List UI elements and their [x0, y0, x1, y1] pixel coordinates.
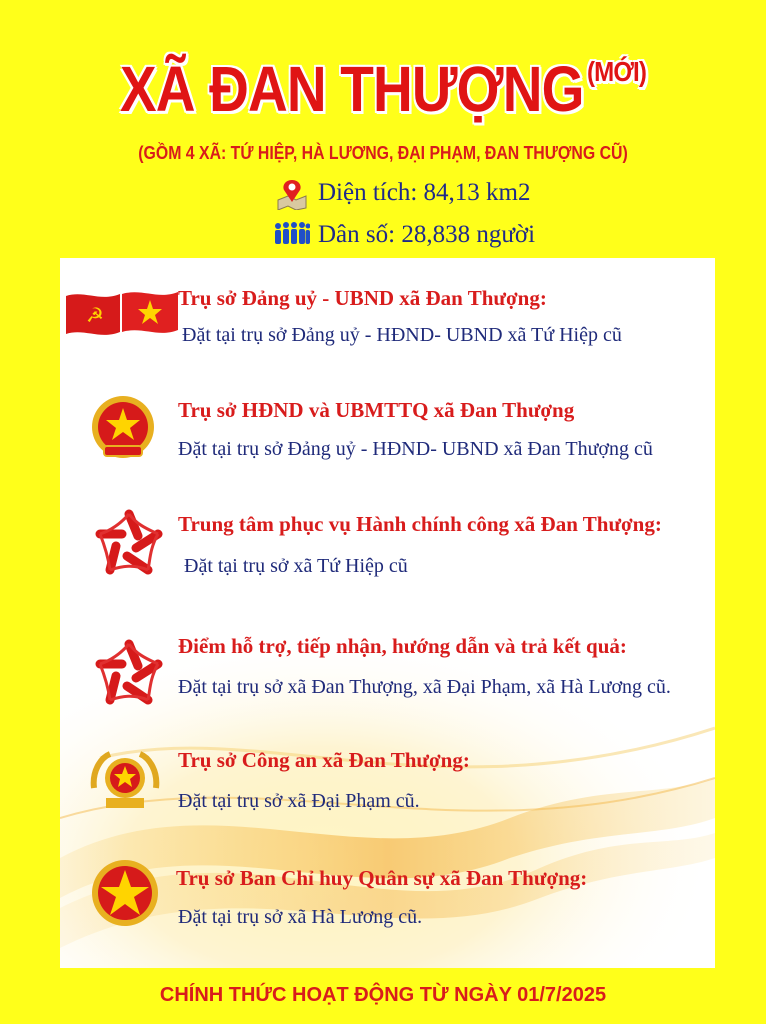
- party-flag-icon: [64, 286, 180, 347]
- item-description: Đặt tại trụ sở xã Hà Lương cũ.: [178, 906, 423, 928]
- public-service-star-icon: [94, 638, 164, 711]
- map-pin-icon: [274, 178, 310, 208]
- item-description: Đặt tại trụ sở xã Tứ Hiệp cũ: [184, 555, 408, 577]
- item-description: Đặt tại trụ sở xã Đại Phạm cũ.: [178, 790, 420, 812]
- area-stat: [274, 178, 530, 208]
- page-subtitle: (GỒM 4 XÃ: TỨ HIỆP, HÀ LƯƠNG, ĐẠI PHẠM, ĐAN THƯỢNG CŨ): [138, 143, 628, 163]
- population-stat: [274, 220, 535, 250]
- item-heading: Trụ sở Ban Chỉ huy Quân sự xã Đan Thượng:: [176, 866, 588, 890]
- population-text: Dân số: 28,838 người: [318, 221, 536, 248]
- national-emblem-icon: [90, 394, 156, 469]
- title-suffix: (MỚI): [587, 56, 647, 87]
- item-heading: Trụ sở Công an xã Đan Thượng:: [178, 748, 470, 772]
- area-text: Diện tích: 84,13 km2: [318, 179, 531, 206]
- military-badge-icon: [90, 858, 160, 933]
- item-heading: Trụ sở Đảng uỷ - UBND xã Đan Thượng:: [178, 286, 547, 310]
- item-heading: Trụ sở HĐND và UBMTTQ xã Đan Thượng: [178, 398, 575, 422]
- footer-notice: CHÍNH THỨC HOẠT ĐỘNG TỪ NGÀY 01/7/2025: [159, 984, 607, 1006]
- item-heading: Trung tâm phục vụ Hành chính công xã Đan Thượng:: [178, 512, 662, 536]
- police-badge-icon: [88, 748, 162, 817]
- page-title: XÃ ĐAN THƯỢNG $^{(MỚI)}$: [119, 53, 647, 125]
- svg-text:☭: ☭: [86, 303, 104, 327]
- item-description: Đặt tại trụ sở Đảng uỷ - HĐND- UBND xã Đan Thượng cũ: [178, 438, 653, 460]
- public-service-star-icon: [94, 508, 164, 581]
- people-icon: [274, 220, 310, 250]
- info-panel: [60, 258, 715, 968]
- item-description: Đặt tại trụ sở xã Đan Thượng, xã Đại Phạm, xã Hà Lương cũ.: [178, 676, 671, 698]
- item-description: Đặt tại trụ sở Đảng uỷ - HĐND- UBND xã Tứ Hiệp cũ: [182, 324, 622, 346]
- item-heading: Điểm hỗ trợ, tiếp nhận, hướng dẫn và trả kết quả:: [178, 634, 627, 658]
